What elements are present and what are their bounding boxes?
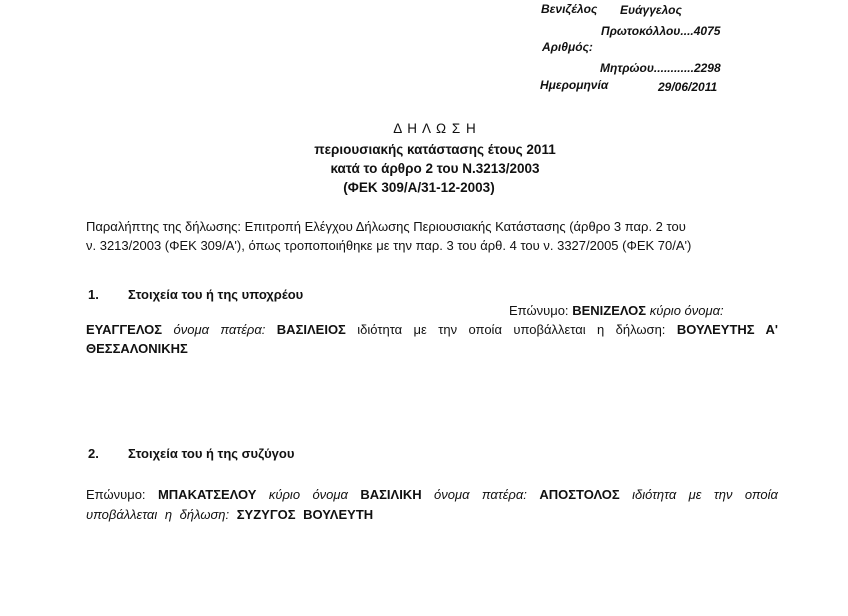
section-2-details-row [86,485,778,504]
section-1-first-name: ΕΥΑΓΓΕΛΟΣ [86,322,163,337]
section-1-capacity: ΒΟΥΛΕΥΤΗΣ Α' [676,322,778,337]
recipient-line-2: ν. 3213/2003 (ΦΕΚ 309/Α'), όπως τροποποιήθηκε με την παρ. 3 του άρθ. 4 του ν. 3327/2005 (ΦΕΚ 70/Α') [86,238,692,253]
section-2-first-name-label: κύριο όνομα [268,487,348,502]
section-1-father: ΒΑΣΙΛΕΙΟΣ [276,322,346,337]
section-1-number: 1. [88,287,99,302]
section-1-father-label: όνομα πατέρα: [173,322,266,337]
section-2-capacity: ΣΥΖΥΓΟΣ ΒΟΥΛΕΥΤΗ [236,507,374,522]
header-registry: Μητρώου............2298 [600,61,721,75]
header-date-label: Ημερομηνία [540,78,609,92]
section-2-capacity-label: ιδιότητα με την οποία [632,487,778,502]
document-subtitle: περιουσιακής κατάστασης έτους 2011 [314,142,556,157]
section-2-number: 2. [88,446,99,461]
section-1-capacity-continued: ΘΕΣΣΑΛΟΝΙΚΗΣ [86,341,188,356]
section-2-father-label: όνομα πατέρα: [434,487,527,502]
section-2-capacity-label-continued: υποβάλλεται η δήλωση: [86,507,230,522]
section-1-surname-label: Επώνυμο: [509,303,569,318]
header-given-name: Ευάγγελος [620,3,682,17]
header-date-value: 29/06/2011 [658,80,718,94]
header-number-label: Αριθμός: [542,40,593,54]
recipient-line-1: Παραλήπτης της δήλωσης: Επιτροπή Ελέγχου Δήλωσης Περιουσιακής Κατάστασης (άρθρο 3 παρ. 2 του [86,219,686,234]
document-gazette-reference: (ΦΕΚ 309/Α/31-12-2003) [343,180,495,195]
section-2-surname: ΜΠΑΚΑΤΣΕΛΟΥ [157,487,257,502]
section-2-father: ΑΠΟΣΤΟΛΟΣ [539,487,620,502]
section-1-capacity-label: ιδιότητα με την οποία υποβάλλεται η δήλωση: [357,322,666,337]
document-title: Δ Η Λ Ω Σ Η [393,121,477,136]
section-2-capacity-row [86,505,373,524]
header-protocol: Πρωτοκόλλου....4075 [601,24,721,38]
section-2-surname-label: Επώνυμο: [86,487,146,502]
section-2-title: Στοιχεία του ή της συζύγου [128,446,295,461]
section-1-surname-row [509,301,724,320]
section-1-details-row [86,320,778,339]
section-2-first-name: ΒΑΣΙΛΙΚΗ [360,487,422,502]
header-surname: Βενιζέλος [541,2,598,16]
section-1-title: Στοιχεία του ή της υποχρέου [128,287,304,302]
section-1-first-name-label: κύριο όνομα: [649,303,724,318]
document-law-reference: κατά το άρθρο 2 του Ν.3213/2003 [330,161,540,176]
section-1-surname: ΒΕΝΙΖΕΛΟΣ [572,303,647,318]
